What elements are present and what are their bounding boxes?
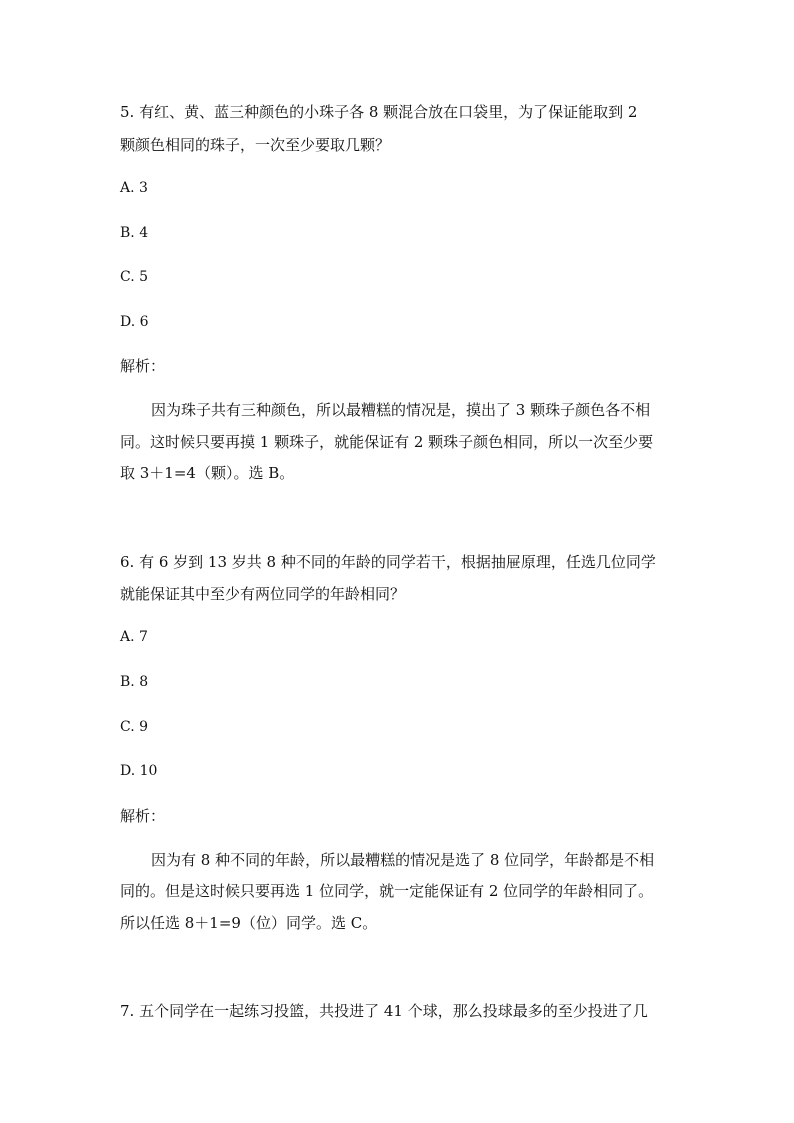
option-a: A. 3 (120, 180, 148, 196)
analysis-label: 解析： (120, 357, 166, 375)
option-a: A. 7 (120, 629, 148, 645)
option-c: C. 5 (120, 269, 149, 285)
analysis-text: 同。这时候只要再摸 1 颗珠子，就能保证有 2 颗珠子颜色相同，所以一次至少要 (120, 433, 654, 451)
option-d: D. 6 (120, 314, 149, 330)
question-stem: 就能保证其中至少有两位同学的年龄相同？ (120, 585, 406, 603)
option-b: B. 8 (120, 674, 149, 690)
option-b: B. 4 (120, 225, 149, 241)
question-stem: 6. 有 6 岁到 13 岁共 8 种不同的年龄的同学若干，根据抽屉原理，任选几位同学 (120, 553, 656, 571)
question-stem: 7. 五个同学在一起练习投篮，共投进了 41 个球，那么投球最多的至少投进了几 (120, 1002, 648, 1020)
analysis-text: 因为有 8 种不同的年龄，所以最糟糕的情况是选了 8 位同学，年龄都是不相 (151, 851, 655, 869)
analysis-label: 解析： (120, 807, 166, 825)
analysis-text: 因为珠子共有三种颜色，所以最糟糕的情况是，摸出了 3 颗珠子颜色各不相 (151, 401, 651, 419)
option-d: D. 10 (120, 763, 158, 779)
analysis-text: 同的。但是这时候只要再选 1 位同学，就一定能保证有 2 位同学的年龄相同了。 (120, 882, 654, 900)
question-stem: 颗颜色相同的珠子，一次至少要取几颗？ (120, 136, 391, 154)
analysis-text: 所以任选 8＋1=9（位）同学。选 C。 (120, 914, 378, 932)
analysis-text: 取 3＋1=4（颗）。选 B。 (120, 464, 295, 482)
option-c: C. 9 (120, 719, 149, 735)
question-stem: 5. 有红、黄、蓝三种颜色的小珠子各 8 颗混合放在口袋里，为了保证能取到 2 (120, 103, 638, 121)
